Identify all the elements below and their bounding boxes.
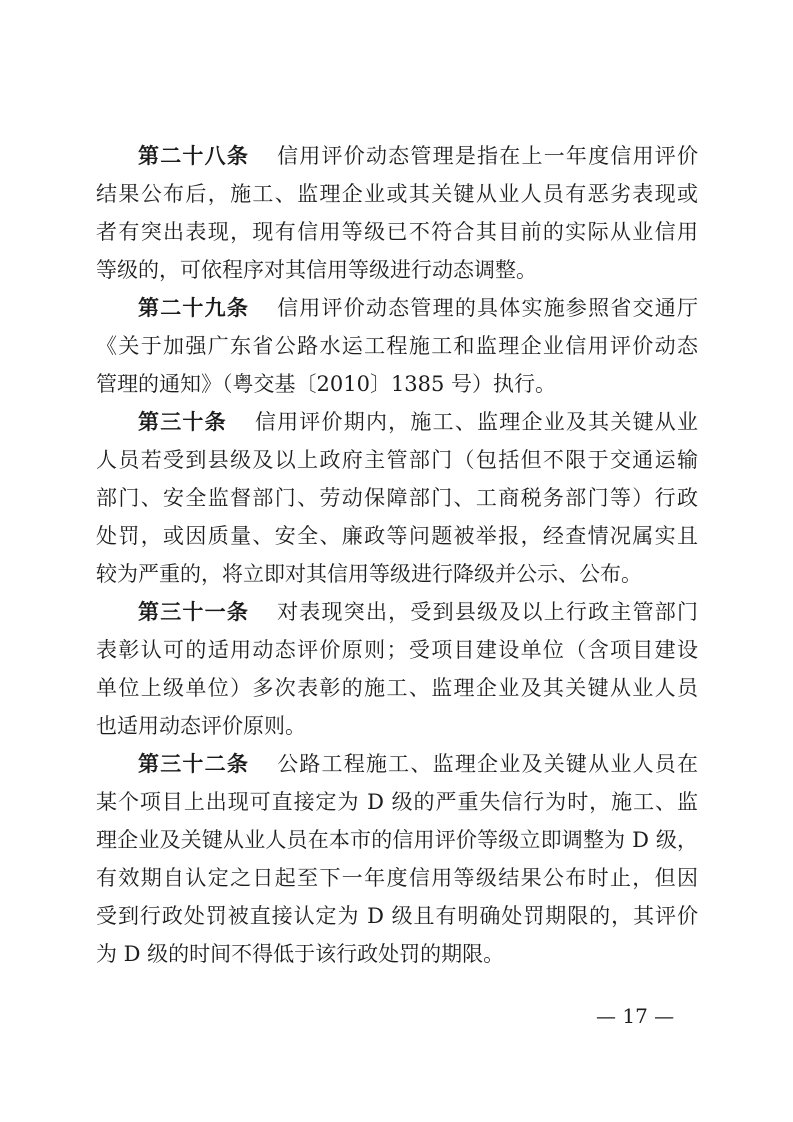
article-text: 信用评价动态管理是指在上一年度信用评价 (277, 144, 699, 168)
article-line: 单位上级单位）多次表彰的施工、监理企业及其关键从业人员 (96, 676, 698, 700)
article-line: 部门、安全监督部门、劳动保障部门、工商税务部门等）行政 (96, 486, 698, 510)
article-line (96, 137, 698, 175)
article-heading: 第三十二条 (138, 752, 250, 776)
article-32 (96, 745, 698, 973)
article-line: 较为严重的，将立即对其信用等级进行降级并公示、公布。 (96, 562, 642, 586)
article-line (96, 403, 698, 441)
article-line: 《关于加强广东省公路水运工程施工和监理企业信用评价动态 (96, 334, 698, 358)
article-line (96, 289, 698, 327)
article-29 (96, 289, 698, 403)
article-line: 也适用动态评价原则。 (96, 714, 306, 738)
article-line (96, 593, 698, 631)
article-line: 理企业及关键从业人员在本市的信用评价等级立即调整为 D 级， (96, 828, 698, 852)
article-heading: 第三十一条 (138, 600, 250, 624)
article-line: 等级的，可依程序对其信用等级进行动态调整。 (96, 258, 537, 282)
article-line: 处罚，或因质量、安全、廉政等问题被举报，经查情况属实且 (96, 524, 698, 548)
article-line (96, 745, 698, 783)
article-line: 管理的通知》（粤交基〔2010〕1385 号）执行。 (96, 372, 557, 396)
article-30 (96, 403, 698, 593)
article-heading: 第三十条 (138, 410, 227, 434)
article-28 (96, 137, 698, 289)
article-line: 受到行政处罚被直接认定为 D 级且有明确处罚期限的，其评价 (96, 904, 698, 928)
article-text: 对表现突出，受到县级及以上行政主管部门 (277, 600, 699, 624)
article-text: 公路工程施工、监理企业及关键从业人员在 (277, 752, 699, 776)
article-heading: 第二十八条 (138, 144, 250, 168)
article-text: 信用评价期内，施工、监理企业及其关键从业 (254, 410, 699, 434)
article-line: 为 D 级的时间不得低于该行政处罚的期限。 (96, 942, 505, 966)
article-heading: 第二十九条 (138, 296, 250, 320)
article-line: 有效期自认定之日起至下一年度信用等级结果公布时止，但因 (96, 866, 698, 890)
article-line: 人员若受到县级及以上政府主管部门（包括但不限于交通运输 (96, 448, 698, 472)
article-line: 某个项目上出现可直接定为 D 级的严重失信行为时，施工、监 (96, 790, 698, 814)
article-line: 者有突出表现，现有信用等级已不符合其目前的实际从业信用 (96, 220, 698, 244)
article-31 (96, 593, 698, 745)
article-text: 信用评价动态管理的具体实施参照省交通厅 (277, 296, 699, 320)
article-line: 表彰认可的适用动态评价原则；受项目建设单位（含项目建设 (96, 638, 698, 662)
article-line: 结果公布后，施工、监理企业或其关键从业人员有恶劣表现或 (96, 182, 698, 206)
page-number: — 17 — (596, 1004, 675, 1028)
